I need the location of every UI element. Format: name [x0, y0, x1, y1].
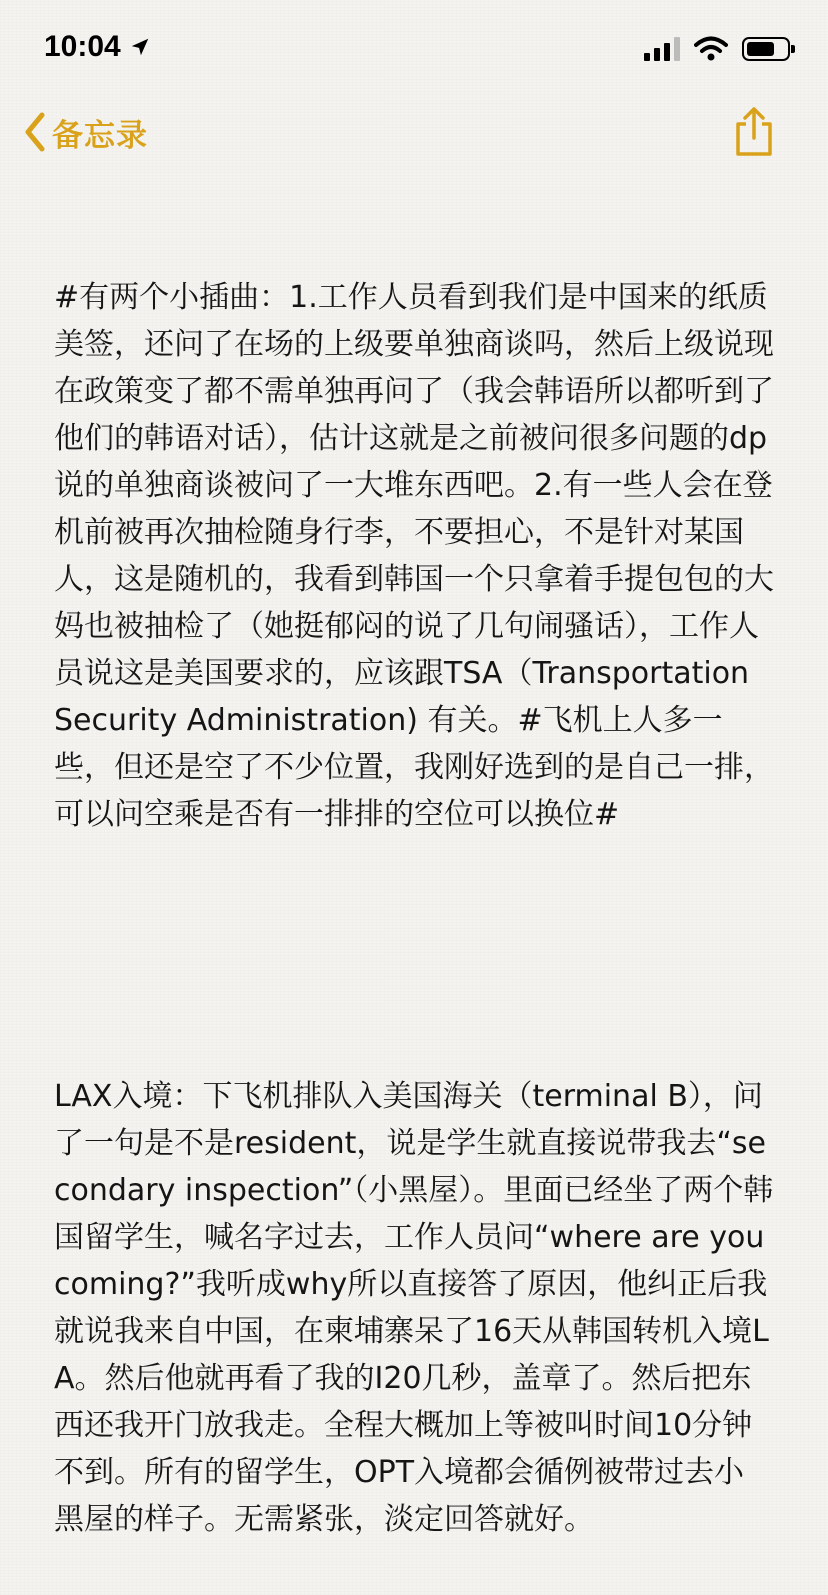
back-button[interactable] [24, 106, 148, 158]
battery-icon [742, 37, 790, 61]
battery-level [747, 42, 774, 56]
wifi-icon [694, 36, 728, 62]
status-icons [644, 36, 790, 62]
status-bar [0, 0, 828, 100]
back-label: 备忘录 [52, 117, 148, 154]
nav-bar [0, 100, 828, 170]
location-arrow-icon [129, 36, 151, 58]
note-body[interactable] [54, 180, 774, 1595]
share-icon[interactable] [732, 106, 776, 158]
clock-text: 10:04 [44, 30, 121, 63]
status-time [44, 30, 151, 64]
chevron-left-icon [24, 112, 46, 152]
note-paragraph: LAX入境：下飞机排队入美国海关（terminal B），问了一句是不是resident，说是学生就直接说带我去“secondary inspection”（小黑屋）。里面已经坐了两个韩国留学生，喊名字过去，工作人员问“where are you coming?”我听成why所以直接答了原因，他纠正后我就说我来自中国，在柬埔寨呆了16天从韩国转机入境LA。然后他就再看了我的I20几秒，盖章了。然后把东西还我开门放我走。全程大概加上等被叫时间10分钟不到。所有的留学生，OPT入境都会循例被带过去小黑屋的样子。无需紧张，淡定回答就好。 [54, 1079, 774, 1537]
paragraph-spacer [54, 932, 774, 979]
note-paragraph: #有两个小插曲：1.工作人员看到我们是中国来的纸质美签，还问了在场的上级要单独商谈吗，然后上级说现在政策变了都不需单独再问了（我会韩语所以都听到了他们的韩语对话），估计这就是之前被问很多问题的dp说的单独商谈被问了一大堆东西吧。2.有一些人会在登机前被再次抽检随身行李，不要担心，不是针对某国人，这是随机的，我看到韩国一个只拿着手提包包的大妈也被抽检了（她挺郁闷的说了几句闹骚话），工作人员说这是美国要求的，应该跟TSA（Transportation Security Administration) 有关。#飞机上人多一些，但还是空了不少位置，我刚好选到的是自己一排，可以问空乘是否有一排排的空位可以换位# [54, 280, 774, 832]
signal-icon [644, 37, 680, 61]
